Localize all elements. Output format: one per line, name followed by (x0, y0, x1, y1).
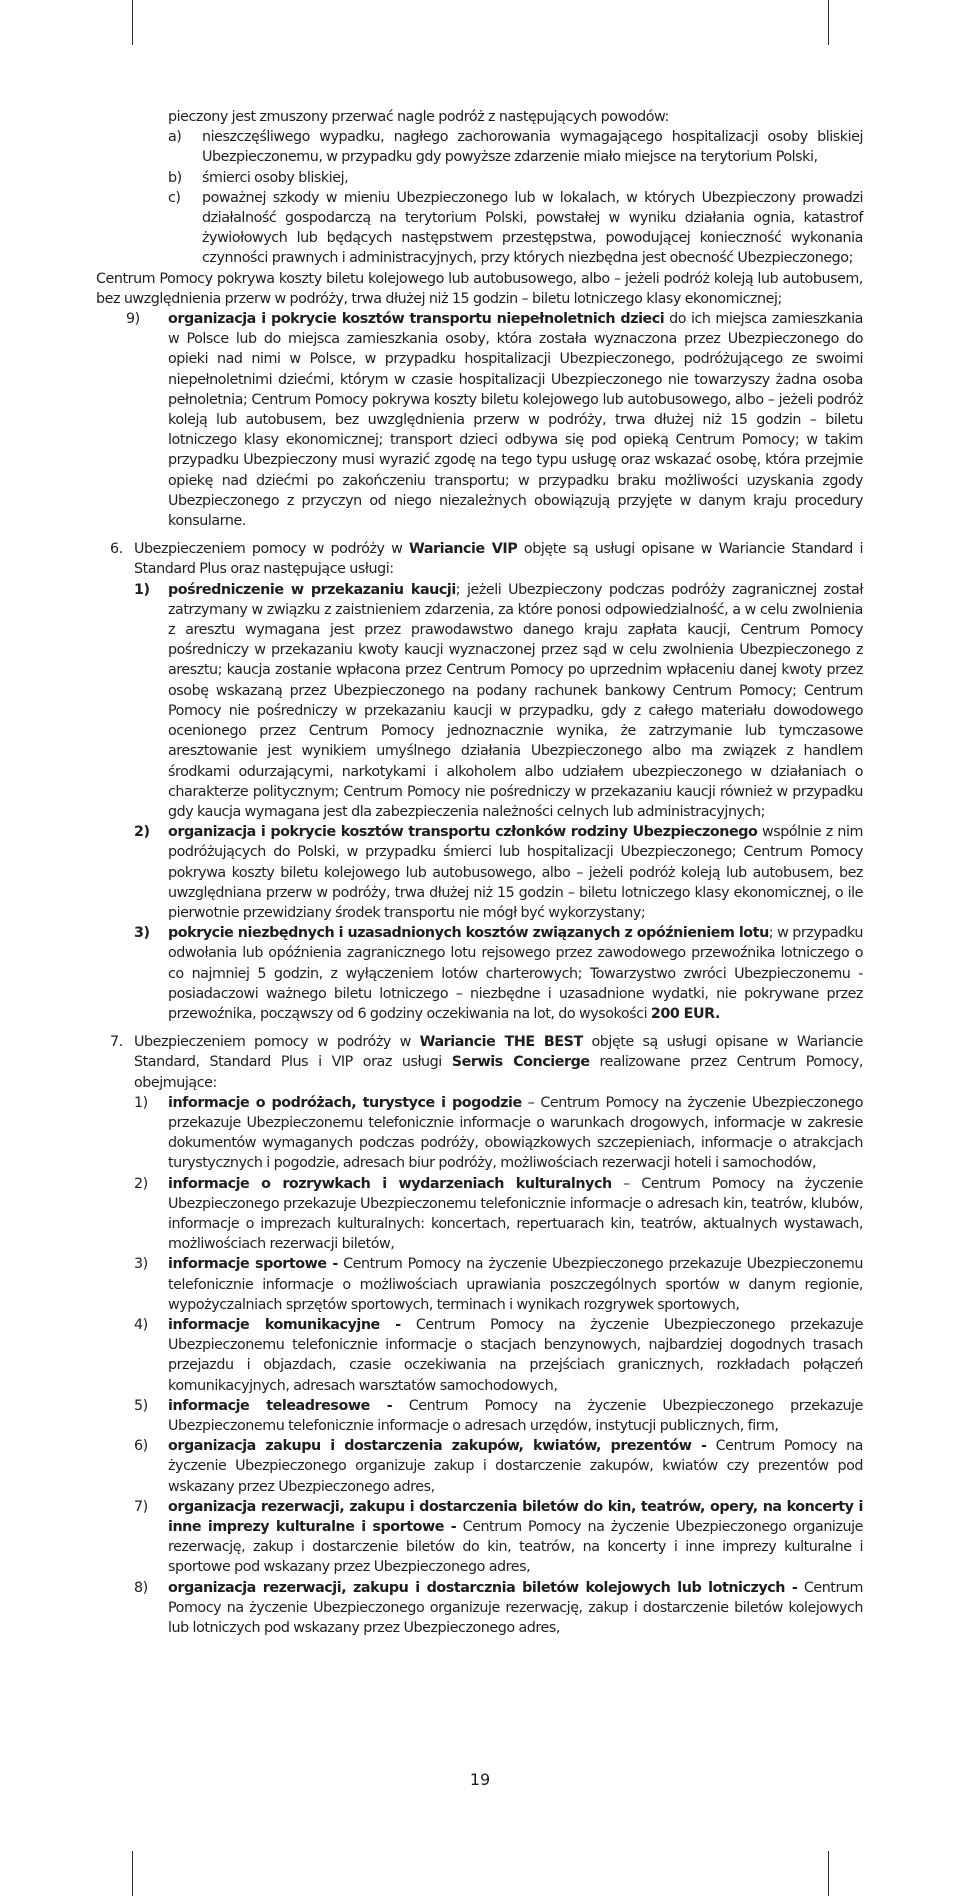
item-label: 6) (134, 1438, 148, 1455)
item-label: 3) (134, 925, 150, 942)
page-number: 19 (469, 1770, 491, 1789)
item-heading: pokrycie niezbędnych i uzasadnionych kosztów związanych z opóźnieniem lotu (168, 925, 769, 942)
item-label: 1) (134, 581, 150, 598)
item-heading: informacje komunikacyjne - (168, 1316, 401, 1333)
best-item-3 (96, 1254, 863, 1315)
best-item-7 (96, 1497, 863, 1578)
item-heading: organizacja i pokrycie kosztów transportu niepełnoletnich dzieci (168, 311, 665, 328)
item-label: 2) (134, 1175, 148, 1192)
reason-text: nieszczęśliwego wypadku, nagłego zachorowania wymagającego hospitalizacji osoby bliskiej Ubezpieczonemu, w przypadku gdy powyższe zdarzenie miało miejsce na terytorium Polski, (202, 129, 863, 166)
item-text: Centrum Pomocy na życzenie Ubezpieczonego organizuje rezerwację, zakup i dostarczenie biletów do kin, teatrów, na koncerty i inne imprezy kulturalne i sportowe pod wskazany przez Ubezpieczonego adres, (168, 1519, 863, 1576)
list-item-9 (96, 309, 863, 531)
section-text: objęte są usługi opisane w Wariancie Standard, Standard Plus i VIP oraz usługi (134, 1034, 863, 1071)
item-label: 8) (134, 1579, 148, 1596)
vip-item-3 (96, 923, 863, 1024)
best-item-1 (96, 1093, 863, 1174)
item-heading: organizacja zakupu i dostarczenia zakupów, kwiatów, prezentów - (168, 1438, 707, 1455)
reason-label: b) (168, 169, 182, 186)
item-text: – Centrum Pomocy na życzenie Ubezpieczonego przekazuje Ubezpieczonemu telefonicznie informacje o warunkach drogowych, informacje w zakresie dokumentów wymaganych podczas podróży, obowiązkowych szczepieniach, informacje o atrakcjach turystycznych i pogodzie, adresach biur podróży, możliwościach rezerwacji hoteli i samochodów, (168, 1094, 864, 1172)
section-text: Ubezpieczeniem pomocy w podróży w (134, 1034, 420, 1051)
section-text: Ubezpieczeniem pomocy w podróży w (134, 541, 410, 558)
best-item-5 (96, 1396, 863, 1436)
item-heading: informacje o rozrywkach i wydarzeniach kulturalnych (168, 1175, 612, 1192)
vip-item-2 (96, 822, 863, 923)
best-item-6 (96, 1436, 863, 1497)
item-text: Centrum Pomocy na życzenie Ubezpieczonego przekazuje Ubezpieczonemu telefonicznie informacje o możliwościach uprawiania poszczególnych sportów w danym regionie, wypożyczalniach sprzętów sportowych, terminach i wynikach rozgrywek sportowych, (168, 1256, 863, 1313)
item-text: Centrum Pomocy na życzenie Ubezpieczonego przekazuje Ubezpieczonemu telefonicznie informacje o stacjach benzynowych, najbardziej dogodnych trasach przejazdu i objazdach, czasie oczekiwania na przejściach granicznych, rozkładach połączeń komunikacyjnych, adresach warsztatów samochodowych, (168, 1316, 863, 1394)
section-label: 6. (110, 541, 123, 558)
variant-name: Wariancie THE BEST (419, 1034, 583, 1051)
item-label: 7) (134, 1498, 148, 1515)
section-text: objęte są usługi opisane w Wariancie Standard i Standard Plus oraz następujące usługi: (134, 541, 864, 578)
paragraph-text: Centrum Pomocy pokrywa koszty biletu kolejowego lub autobusowego, albo – jeżeli podróż koleją lub autobusem, bez uwzględnienia przerw w podróży, trwa dłużej niż 15 godzin – biletu lotniczego klasy ekonomicznej; (96, 270, 863, 307)
reason-label: a) (168, 129, 182, 146)
crop-mark (828, 1851, 829, 1896)
item-heading: informacje sportowe - (168, 1256, 338, 1273)
best-item-2 (96, 1174, 863, 1255)
crop-mark (828, 0, 829, 45)
item-text: ; jeżeli Ubezpieczony podczas podróży zagranicznej został zatrzymany w związku z zaistnieniem zdarzenia, za które ponosi odpowiedzialność, a w celu zwolnienia z aresztu wymagana jest przez prawodawstwo danego kraju zapłata kaucji, Centrum Pomocy pośredniczy w przekazaniu kwoty kaucji wyznaczonej przez sąd w celu zwolnienia Ubezpieczonego z aresztu; kaucja zostanie wpłacona przez Centrum Pomocy po uprzednim wpłaceniu danej kwoty przez osobę wskazaną przez Ubezpieczonego na podany rachunek bankowy Centrum Pomocy; Centrum Pomocy nie pośredniczy w przekazaniu kaucji w przypadku, gdy z całego materiału dowodowego ocenionego przez Centrum Pomocy jednoznacznie wynika, że zatrzymanie lub tymczasowe aresztowanie jest wynikiem umyślnego działania Ubezpieczonego albo ma związek z handlem środkami odurzającymi, narkotykami i alkoholem albo udziałem ubezpieczonego w działaniach o charakterze politycznym; Centrum Pomocy nie pośredniczy w przekazaniu kaucji również w przypadku gdy kaucja wymagana jest dla zabezpieczenia należności celnych lub administracyjnych; (168, 581, 863, 820)
item-heading: pośredniczenie w przekazaniu kaucji (168, 581, 456, 598)
reason-b (96, 168, 863, 188)
item-text: Centrum Pomocy na życzenie Ubezpieczonego przekazuje Ubezpieczonemu telefonicznie informacje o adresach urzędów, instytucji publicznych, firm, (168, 1397, 863, 1434)
item-label: 2) (134, 824, 150, 841)
variant-name: Wariancie VIP (409, 541, 518, 558)
crop-mark (132, 0, 133, 45)
reasons-after-paragraph (96, 269, 863, 309)
reason-text: śmierci osoby bliskiej, (202, 169, 349, 186)
service-name: Serwis Concierge (451, 1054, 590, 1071)
item-text: wspólnie z nim podróżujących do Polski, w przypadku śmierci lub hospitalizacji Ubezpieczonego; Centrum Pomocy pokrywa koszty biletu kolejowego lub autobusowego, albo – jeżeli podróż koleją lub autobusem, bez uwzględniana przerw w podróży, trwa dłużej niż 15 godzin – biletu lotniczego klasy ekonomicznej, o ile pierwotnie przewidziany środek transportu nie mógł być wykorzystany; (168, 824, 863, 921)
item-label: 4) (134, 1316, 148, 1333)
item-text: – Centrum Pomocy na życzenie Ubezpieczonego przekazuje Ubezpieczonemu telefonicznie informacje o adresach kin, teatrów, klubów, informacje o imprezach kulturalnych: koncertach, repertuarach kin, teatrów, aktualnych wystawach, możliwościach rezerwacji biletów, (168, 1175, 863, 1253)
item-text: Centrum Pomocy na życzenie Ubezpieczonego organizuje rezerwację, zakup i dostarczenie biletów kolejowych lub lotniczych pod wskazany przez Ubezpieczonego adres, (168, 1579, 863, 1637)
reason-c (96, 188, 863, 269)
best-item-4 (96, 1315, 863, 1396)
crop-mark (132, 1851, 133, 1896)
item-label: 1) (134, 1094, 148, 1111)
reason-label: c) (168, 189, 181, 206)
reason-text: poważnej szkody w mieniu Ubezpieczonego lub w lokalach, w których Ubezpieczony prowadzi działalność gospodarczą na terytorium Polski, powstałej w wyniku działania ognia, katastrof żywiołowych lub będących następstwem przestępstwa, powodującej konieczność wykonania czynności prawnych i administracyjnych, przy których niezbędna jest obecność Ubezpieczonego; (202, 189, 863, 267)
item-label: 5) (134, 1397, 148, 1414)
section-6-heading (96, 539, 863, 579)
item-text: ; w przypadku odwołania lub opóźnienia zagranicznego lotu rejsowego przez zawodowego przewoźnika lotniczego o co najmniej 5 godzin, z wyłączeniem lotów charterowych; Towarzystwo zwróci Ubezpieczonemu - posiadaczowi ważnego biletu lotniczego – niezbędne i uzasadnione wydatki, nie pokrywane przez przewoźnika, począwszy od 6 godziny oczekiwania na lot, do wysokości (168, 925, 863, 1022)
best-item-8 (96, 1578, 863, 1639)
section-label: 7. (110, 1034, 123, 1051)
item-label: 3) (134, 1256, 148, 1273)
amount: 200 EUR. (650, 1005, 720, 1022)
document-body (96, 107, 863, 1638)
reason-a (96, 127, 863, 167)
item-heading: informacje teleadresowe - (168, 1397, 393, 1414)
item-heading: organizacja i pokrycie kosztów transportu członków rodziny Ubezpieczonego (168, 824, 758, 841)
intro-text: pieczony jest zmuszony przerwać nagle podróż z następujących powodów: (168, 109, 669, 125)
item-label: 9) (126, 311, 140, 328)
section-7-heading (96, 1032, 863, 1093)
item-heading: informacje o podróżach, turystyce i pogodzie (168, 1094, 522, 1111)
item-heading: organizacja rezerwacji, zakupu i dostarcznia biletów kolejowych lub lotniczych - (168, 1579, 798, 1596)
item-text: Centrum Pomocy na życzenie Ubezpieczonego organizuje zakup i dostarczenie zakupów, kwiatów czy prezentów pod wskazany przez Ubezpieczonego adres, (168, 1438, 863, 1495)
section-text: realizowane przez Centrum Pomocy, obejmujące: (134, 1054, 863, 1091)
vip-item-1 (96, 580, 863, 822)
intro-line (96, 107, 863, 127)
item-text: do ich miejsca zamieszkania w Polsce lub do miejsca zamieszkania osoby, która została wyznaczona przez Ubezpieczonego do opieki nad nimi w Polsce, w przypadku hospitalizacji Ubezpieczonego, podróżującego ze swoimi niepełnoletnimi dziećmi, którym w czasie hospitalizacji Ubezpieczonego nie towarzyszy żadna osoba pełnoletnia; Centrum Pomocy pokrywa koszty biletu kolejowego lub autobusowego, albo – jeżeli podróż koleją lub autobusem, bez uwzględnienia przerw w podróży, trwa dłużej niż 15 godzin – biletu lotniczego klasy ekonomicznej; transport dzieci odbywa się pod opieką Centrum Pomocy; w takim przypadku Ubezpieczony musi wyrazić zgodę na tego typu usługę oraz wskazać osobę, która przejmie opiekę nad dziećmi po zakończeniu transportu; w przypadku braku możliwości uzyskania zgody Ubezpieczonego z przyczyn od niego niezależnych obowiązują przyjęte w danym kraju procedury konsularne. (168, 311, 863, 530)
item-heading: organizacja rezerwacji, zakupu i dostarczenia biletów do kin, teatrów, opery, na koncerty i inne imprezy kulturalne i sportowe - (168, 1498, 863, 1536)
